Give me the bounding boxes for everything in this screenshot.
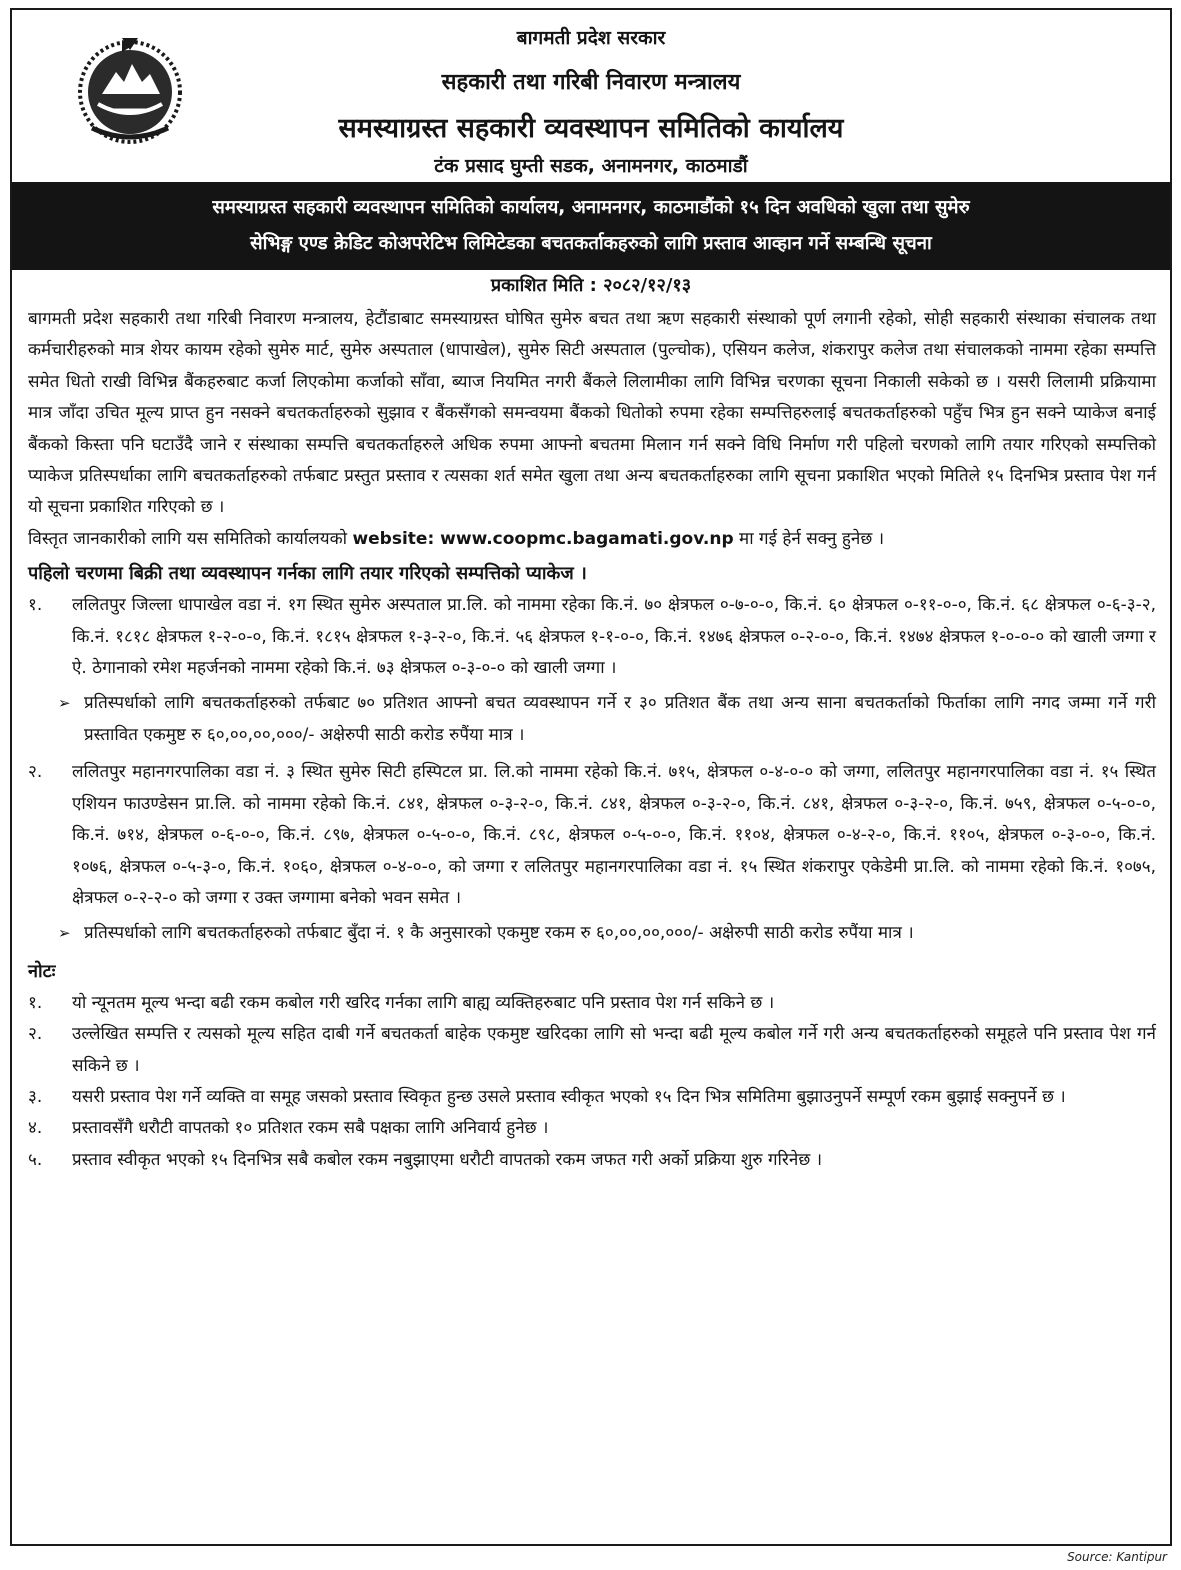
note-number: १. [28, 992, 43, 1013]
note-number: ३. [28, 1086, 43, 1107]
note-item [28, 1113, 1156, 1144]
arrow-bullet-icon: ➢ [58, 694, 71, 713]
note-number: ४. [28, 1118, 43, 1139]
package-heading: पहिलो चरणमा बिक्री तथा व्यवस्थापन गर्नका लागि तयार गरिएको सम्पत्तिको प्याकेज । [28, 563, 587, 585]
note-text: प्रस्ताव स्वीकृत भएको १५ दिनभित्र सबै कबोल रकम नबुझाएमा धरौटी वापतको रकम जफत गरी अर्को प्रक्रिया शुरु गरिनेछ । [72, 1149, 823, 1170]
note-text: यो न्यूनतम मूल्य भन्दा बढी रकम कबोल गरी खरिद गर्नका लागि बाह्य व्यक्तिहरुबाट पनि प्रस्ताव पेश गर्न सकिने छ । [72, 992, 775, 1013]
intro-paragraph: बागमती प्रदेश सहकारी तथा गरिबी निवारण मन्त्रालय, हेटौंडाबाट समस्याग्रस्त घोषित सुमेरु बचत तथा ऋण सहकारी संस्थाको पूर्ण लगानी रहेको, सोही सहकारी संस्थाका संचालक तथा कर्मचारीहरुको मात्र शेयर कायम रहेको सुमेरु मार्ट, सुमेरु अस्पताल (धापाखेल), सुमेरु सिटी अस्पताल (पुल्चोक), एसियन कलेज, शंकरापुर कलेज तथा संचालकको नाममा रहेका सम्पत्ति समेत धितो राखी विभिन्न बैंकहरुबाट कर्जा लिएकोमा कर्जाको साँवा, ब्याज नियमित नगरी बैंकले लिलामीका लागि विभिन्न चरणका सूचना निकाली सकेको छ । यसरी लिलामी प्रक्रियामा मात्र जाँदा उचित मूल्य प्राप्त हुन नसक्ने बचतकर्ताहरुको सुझाव र बैंकसँगको समन्वयमा बैंकको धितोको रुपमा रहेका सम्पत्तिहरुलाई बचतकर्ताहरुको पहुँच भित्र हुन सक्ने प्याकेज बनाई बैंकको किस्ता पनि घटाउँदै जाने र संस्थाका सम्पत्ति बचतकर्ताहरुले अधिक रुपमा आफ्नो बचतमा मिलान गर्न सक्ने विधि निर्माण गरी पहिलो चरणको लागि तयार गरिएको सम्पत्तिको प्याकेज प्रतिस्पर्धाका लागि बचतकर्ताहरुको तर्फबाट प्रस्तुत प्रस्ताव र त्यसका शर्त समेत खुला तथा अन्य बचतकर्ताहरुका लागि सूचना प्रकाशित भएको मितिले १५ दिनभित्र प्रस्ताव पेश गर्न यो सूचना प्रकाशित गरिएको छ । [28, 309, 1156, 518]
package-number: २. [28, 762, 43, 783]
website-line-before: विस्तृत जानकारीको लागि यस समितिको कार्यालयको [28, 528, 353, 549]
source-credit: Source: Kantipur [1067, 1550, 1167, 1564]
notice-body [12, 304, 1170, 1176]
notice-header [12, 10, 1170, 182]
note-item [28, 1145, 1156, 1176]
website-line-after: मा गई हेर्न सक्नु हुनेछ । [733, 528, 885, 549]
arrow-bullet-icon: ➢ [58, 924, 71, 943]
note-number: २. [28, 1024, 43, 1045]
notice-frame [10, 8, 1172, 1546]
notice-title-line-1: समस्याग्रस्त सहकारी व्यवस्थापन समितिको कार्यालय, अनामनगर, काठमाडौंको १५ दिन अवधिको खुला तथा सुमेरु [212, 197, 970, 218]
published-date: प्रकाशित मिति : २०८२/१२/१३ [490, 275, 692, 296]
notice-title-band [12, 182, 1170, 270]
office-name: समस्याग्रस्त सहकारी व्यवस्थापन समितिको कार्यालय [338, 113, 844, 144]
notes-list [28, 988, 1156, 1176]
note-text: प्रस्तावसँगै धरौटी वापतको १० प्रतिशत रकम सबै पक्षका लागि अनिवार्य हुनेछ । [72, 1118, 549, 1139]
notice-title-line-2: सेभिङ्ग एण्ड क्रेडिट कोअपरेटिभ लिमिटेडका बचतकर्ताकहरुको लागि प्रस्ताव आव्हान गर्ने सम्बन्धि सूचना [250, 233, 932, 254]
note-number: ५. [28, 1149, 43, 1170]
note-text: उल्लेखित सम्पत्ति र त्यसको मूल्य सहित दाबी गर्ने बचतकर्ता बाहेक एकमुष्ट खरिदका लागि सो भन्दा बढी मूल्य कबोल गर्ने गरी अन्य बचतकर्ताहरुको समूहले पनि प्रस्ताव पेश गर्न सकिने छ । [72, 1024, 1156, 1076]
package-offer-text: प्रतिस्पर्धाको लागि बचतकर्ताहरुको तर्फबाट ७० प्रतिशत आफ्नो बचत व्यवस्थापन गर्ने र ३० प्रतिशत बैंक तथा अन्य साना बचतकर्ताको फिर्ताका लागि नगद जम्मा गर्ने गरी प्रस्तावित एकमुष्ट रु ६०,००,००,०००/- अक्षेरुपी साठी करोड रुपैंया मात्र । [84, 693, 1156, 745]
website-link[interactable]: website: www.coopmc.bagamati.gov.np [352, 528, 734, 549]
package-item [28, 757, 1156, 914]
province-government-name: बागमती प्रदेश सरकार [516, 27, 666, 49]
package-offer-text: प्रतिस्पर्धाको लागि बचतकर्ताहरुको तर्फबाट बुँदा नं. १ कै अनुसारको एकमुष्ट रकम रु ६०,००,००,०००/- अक्षेरुपी साठी करोड रुपैंया मात्र । [84, 923, 914, 944]
note-item [28, 1082, 1156, 1113]
note-heading: नोटः [28, 960, 56, 982]
ministry-name: सहकारी तथा गरिबी निवारण मन्त्रालय [441, 70, 741, 95]
package-description: ललितपुर जिल्ला धापाखेल वडा नं. १ग स्थित सुमेरु अस्पताल प्रा.लि. को नाममा रहेका कि.नं. ७० क्षेत्रफल ०-७-०-०, कि.नं. ६० क्षेत्रफल ०-११-०-०, कि.नं. ६८ क्षेत्रफल ०-६-३-२, कि.नं. १८१८ क्षेत्रफल १-२-०-०, कि.नं. १८१५ क्षेत्रफल १-३-२-०, कि.नं. ५६ क्षेत्रफल १-१-०-०, कि.नं. १४७६ क्षेत्रफल ०-२-०-०, कि.नं. १४७४ क्षेत्रफल १-०-०-० को खाली जग्गा र ऐ. ठेगानाको रमेश महर्जनको नाममा रहेको कि.नं. ७३ क्षेत्रफल ०-३-०-० को खाली जग्गा । [72, 595, 1156, 679]
note-text: यसरी प्रस्ताव पेश गर्ने व्यक्ति वा समूह जसको प्रस्ताव स्विकृत हुन्छ उसले प्रस्ताव स्वीकृत भएको १५ दिन भित्र समितिमा बुझाउनुपर्ने सम्पूर्ण रकम बुझाई सक्नुपर्ने छ । [72, 1086, 1066, 1107]
package-description: ललितपुर महानगरपालिका वडा नं. ३ स्थित सुमेरु सिटी हस्पिटल प्रा. लि.को नाममा रहेको कि.नं. ७१५, क्षेत्रफल ०-४-०-० को जग्गा, ललितपुर महानगरपालिका वडा नं. १५ स्थित एशियन फाउण्डेसन प्रा.लि. को नाममा रहेको कि.नं. ८४१, क्षेत्रफल ०-३-२-०, कि.नं. ८४१, क्षेत्रफल ०-३-२-०, कि.नं. ८४१, क्षेत्रफल ०-३-२-०, कि.नं. ७५९, क्षेत्रफल ०-५-०-०, कि.नं. ७१४, क्षेत्रफल ०-६-०-०, कि.नं. ८९७, क्षेत्रफल ०-५-०-०, कि.नं. ८९८, क्षेत्रफल ०-५-०-०, कि.नं. ११०४, क्षेत्रफल ०-४-२-०, कि.नं. ११०५, क्षेत्रफल ०-३-०-०, कि.नं. १०७६, क्षेत्रफल ०-५-३-०, कि.नं. १०६०, क्षेत्रफल ०-४-०-०, को जग्गा र ललितपुर महानगरपालिका वडा नं. १५ स्थित शंकरापुर एकेडेमी प्रा.लि. को नाममा रहेको कि.नं. १०७५, क्षेत्रफल ०-२-२-० को जग्गा र उक्त जग्गामा बनेको भवन समेत । [72, 762, 1156, 908]
package-offer [58, 918, 1156, 949]
website-paragraph [28, 524, 1156, 555]
package-number: १. [28, 595, 43, 616]
package-item [28, 590, 1156, 684]
note-item [28, 988, 1156, 1019]
package-offer [58, 688, 1156, 751]
office-address: टंक प्रसाद घुम्ती सडक, अनामनगर, काठमाडौं [434, 155, 748, 177]
note-item [28, 1019, 1156, 1082]
